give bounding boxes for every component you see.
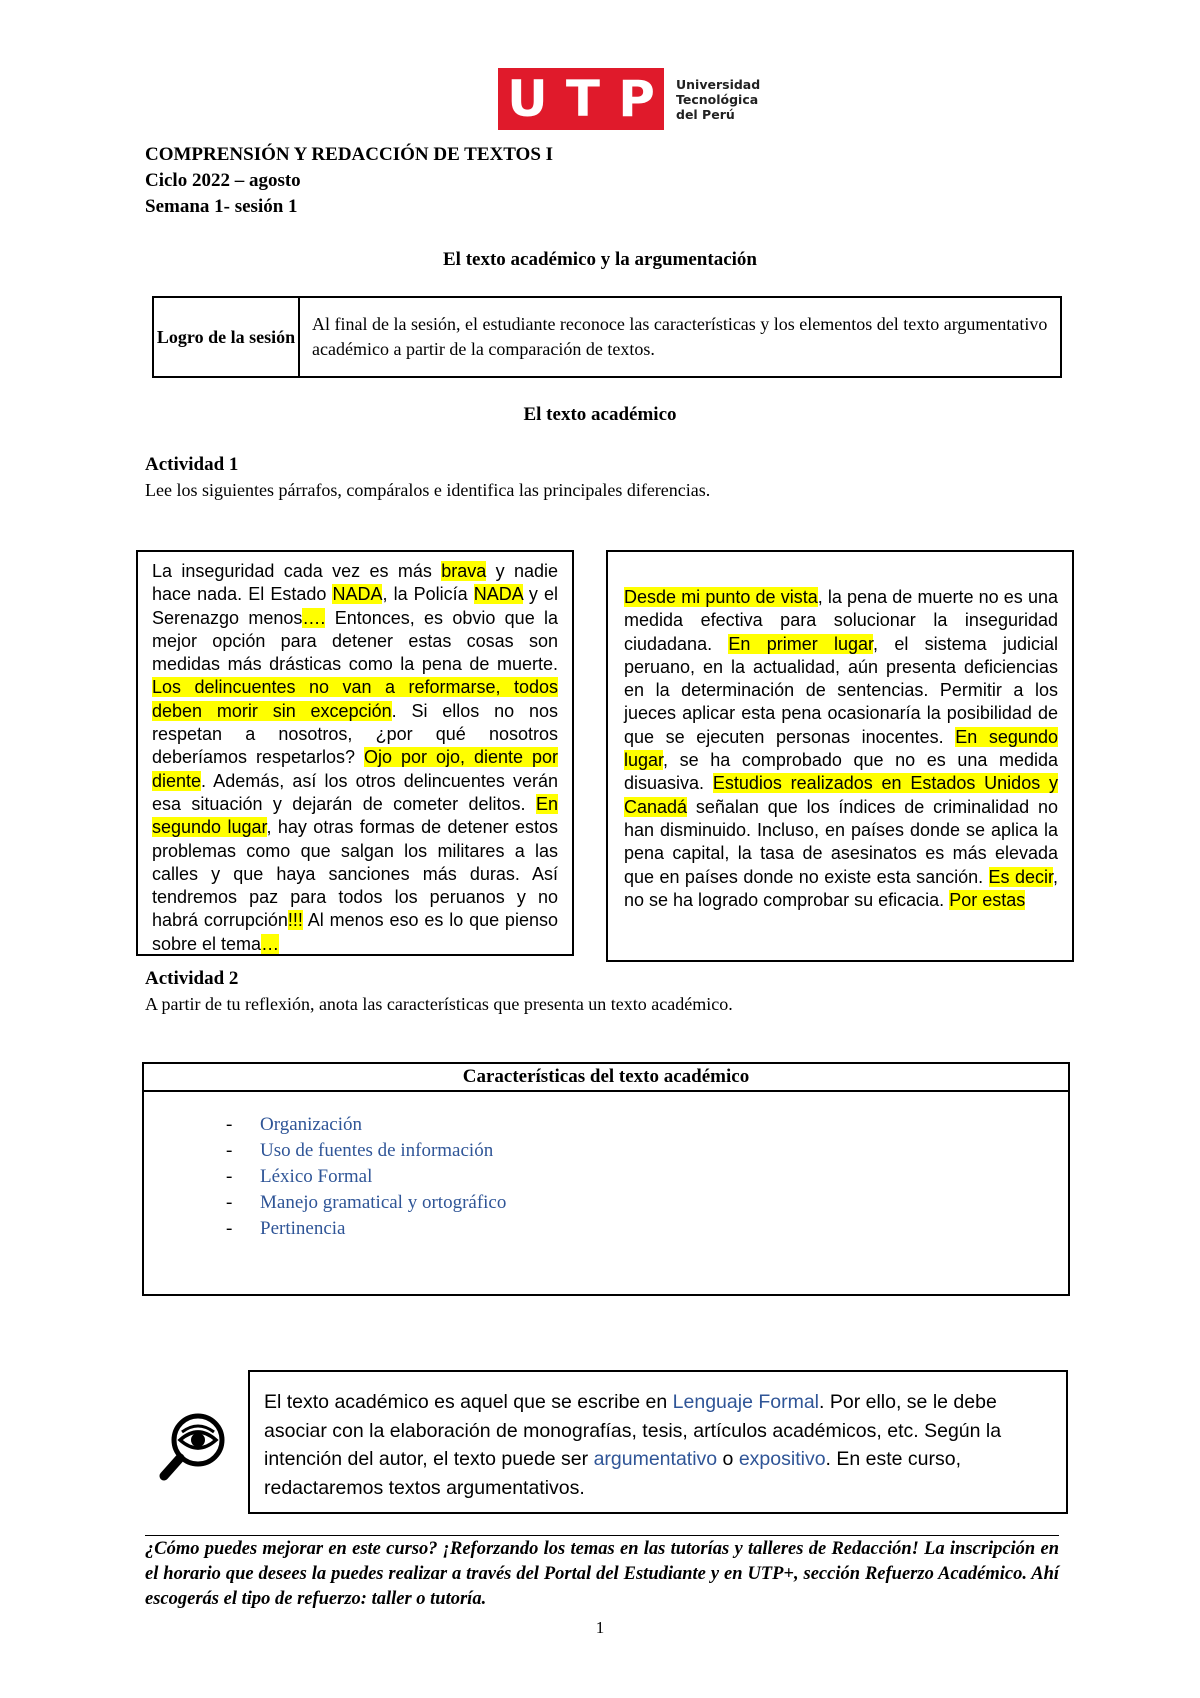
highlighted-text: Los delincuentes no van a reformarse, todos deben morir sin excepción (152, 677, 558, 721)
caracteristica-item (226, 1164, 1068, 1190)
caracteristicas-table (142, 1062, 1070, 1296)
caracteristica-label: Léxico Formal (260, 1166, 373, 1187)
highlighted-text: … (261, 933, 280, 954)
highlighted-text: En primer lugar (728, 633, 874, 654)
logo-text (676, 77, 760, 122)
paragraph-text: , el sistema judicial peruano, en la actualidad, aún presenta deficiencias en la determinación de sentencias. Permitir a los jueces aplicar esta pena ocasionaría la posibilidad de que se ejecuten personas inocentes. (624, 633, 1059, 747)
paragraph-text: , hay otras formas de detener estos problemas como que salgan los militares a las calles y que haya sanciones más duras. Así tendremos paz para todos los peruanos y no habrá corrupción (152, 817, 558, 931)
paragraph-text: y nadie hace nada. El Estado (152, 561, 559, 605)
actividad-1-title: Actividad 1 (145, 454, 239, 475)
bullet-dash: - (226, 1218, 233, 1239)
logo-line-2: Tecnológica (676, 91, 759, 107)
actividad-2-instruction: A partir de tu reflexión, anota las características que presenta un texto académico. (145, 994, 733, 1014)
logo-line-3: del Perú (676, 106, 735, 122)
caracteristica-item (226, 1216, 1068, 1242)
bullet-dash: - (226, 1166, 233, 1187)
highlighted-text: !!! (287, 910, 303, 931)
caracteristica-label: Pertinencia (260, 1218, 346, 1239)
page-number: 1 (595, 1618, 605, 1637)
actividad-2-title: Actividad 2 (145, 968, 239, 989)
paragraph-text: , no se ha logrado comprobar su eficacia. (624, 866, 1059, 910)
cycle-line: Ciclo 2022 – agosto (145, 170, 301, 191)
main-title: El texto académico y la argumentación (443, 249, 757, 270)
paragraph-text: La inseguridad cada vez es más (152, 561, 442, 581)
caracteristicas-header: Características del texto académico (144, 1064, 1068, 1092)
highlighted-text: NADA (473, 584, 523, 605)
utp-logo-block (498, 68, 664, 130)
caracteristica-item (226, 1138, 1068, 1164)
highlighted-text: …. (302, 607, 326, 628)
caracteristica-item (226, 1112, 1068, 1138)
logro-label: Logro de la sesión (154, 298, 300, 376)
highlighted-text: Estudios realizados en Estados Unidos y Canadá (624, 773, 1058, 817)
course-title: COMPRENSIÓN Y REDACCIÓN DE TEXTOS I (145, 144, 554, 165)
utp-logo (498, 68, 760, 130)
highlighted-text: NADA (332, 584, 383, 605)
paragraph-text: y el Serenazgo menos (152, 584, 558, 628)
paragraph-text: , la pena de muerte no es una medida efectiva para solucionar la inseguridad ciudadana. (624, 587, 1058, 654)
magnifier-eye-icon (158, 1410, 230, 1482)
highlighted-text: En segundo lugar (152, 793, 558, 838)
info-text-3: o (717, 1448, 739, 1470)
logo-letter-t: T (565, 70, 601, 128)
session-line: Semana 1- sesión 1 (145, 196, 298, 217)
highlighted-text: Desde mi punto de vista (624, 587, 818, 607)
section-title: El texto académico (523, 404, 677, 425)
info-text-1: El texto académico es aquel que se escribe en (264, 1391, 673, 1413)
paragraph-text: , se ha comprobado que no es una medida disuasiva. (624, 750, 1058, 794)
highlighted-text: brava (441, 561, 487, 581)
info-text-4: . En este curso, redactaremos textos argumentativos. (264, 1448, 962, 1499)
info-argumentativo: argumentativo (593, 1448, 718, 1470)
highlighted-text: Ojo por ojo, diente por diente (152, 747, 558, 791)
paragraph-box-right (606, 550, 1074, 962)
paragraph-text: . Si ellos no nos respetan a nosotros, ¿por qué nosotros deberíamos respetarlos? (152, 700, 558, 768)
info-expositivo: expositivo (738, 1448, 826, 1470)
info-lenguaje-formal: Lenguaje Formal (672, 1391, 820, 1413)
caracteristica-label: Organización (260, 1114, 362, 1135)
bullet-dash: - (226, 1140, 233, 1161)
highlighted-text: Por estas (949, 889, 1026, 910)
paragraph-text: . Además, así los otros delincuentes verán esa situación y dejarán de cometer delitos. (152, 770, 558, 814)
highlighted-text: En segundo lugar (624, 726, 1058, 771)
footer-rule (145, 1535, 1059, 1536)
paragraph-text: Al menos eso es lo que pienso sobre el tema (152, 910, 558, 954)
caracteristicas-list (144, 1092, 1068, 1242)
bullet-dash: - (226, 1192, 233, 1213)
logro-table (152, 296, 1062, 378)
highlighted-text: Es decir (988, 866, 1053, 887)
actividad-1-instruction: Lee los siguientes párrafos, compáralos e identifica las principales diferencias. (145, 480, 711, 500)
info-text-2: . Por ello, se le debe asociar con la elaboración de monografías, tesis, artículos académicos, etc. Según la intención del autor, el texto puede ser (264, 1391, 1002, 1470)
paragraph-text: Entonces, es obvio que la mejor opción para detener estas cosas son medidas más drásticas como la pena de muerte. (152, 607, 559, 675)
logo-line-1: Universidad (676, 76, 761, 92)
paragraph-text: , la Policía (382, 584, 474, 605)
paragraph-box-left (136, 550, 574, 956)
logo-letter-p: P (618, 70, 655, 128)
caracteristica-label: Uso de fuentes de información (260, 1140, 494, 1161)
logo-letter-u: U (507, 70, 548, 128)
footer-note: ¿Cómo puedes mejorar en este curso? ¡Reforzando los temas en las tutorías y talleres de Redacción! La inscripción en el horario que desees la puedes realizar a través del Portal del Estudiante y en UTP+, sección Refuerzo Académico. Ahí escogerás el tipo de refuerzo: taller o tutoría. (145, 1539, 1059, 1609)
info-box (248, 1370, 1068, 1514)
logro-text: Al final de la sesión, el estudiante reconoce las características y los elementos del texto argumentativo académico a partir de la comparación de textos. (312, 314, 1048, 359)
paragraph-text: señalan que los índices de criminalidad no han disminuido. Incluso, en países donde se aplica la pena capital, la tasa de asesinatos es más elevada que en países donde no existe esta sanción. (624, 796, 1058, 887)
caracteristica-label: Manejo gramatical y ortográfico (260, 1192, 507, 1213)
bullet-dash: - (226, 1114, 233, 1135)
caracteristica-item (226, 1190, 1068, 1216)
